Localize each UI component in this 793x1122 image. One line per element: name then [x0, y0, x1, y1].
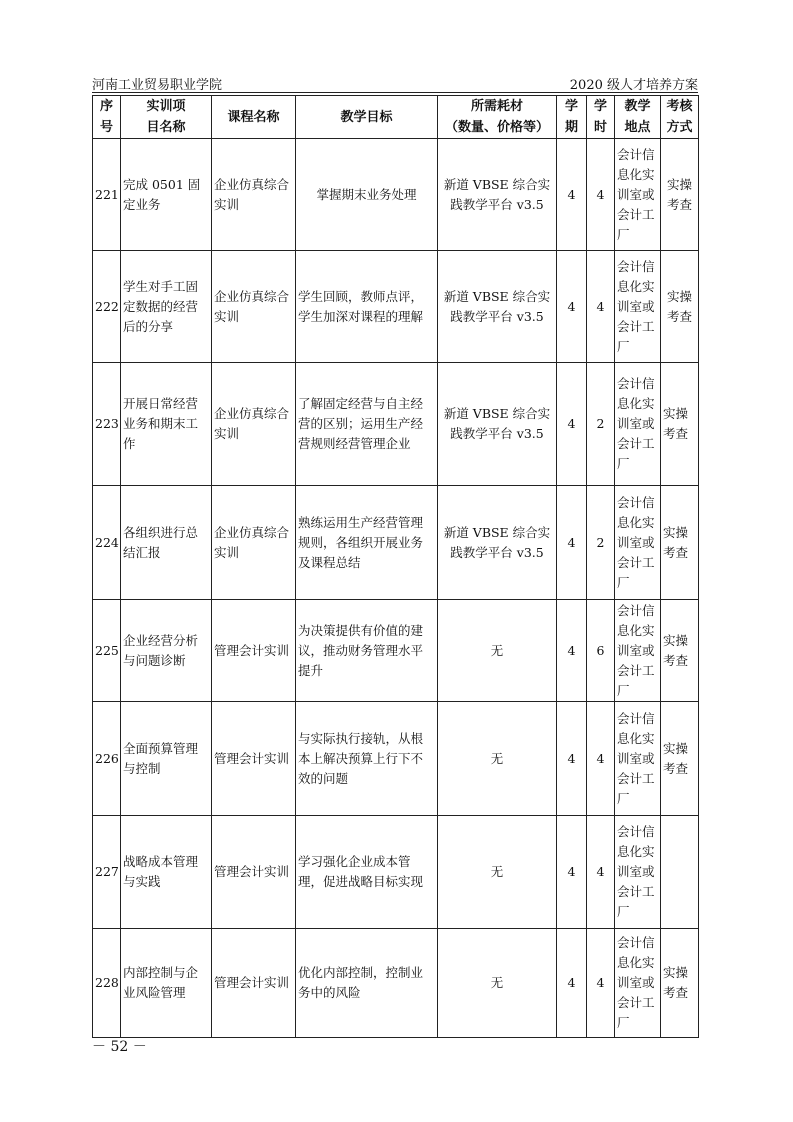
cell-no: 226	[93, 702, 121, 816]
cell-project: 学生对手工固定数据的经营后的分享	[121, 251, 212, 363]
cell-location: 会计信息化实训室或会计工厂	[615, 139, 661, 251]
cell-project: 各组织进行总结汇报	[121, 486, 212, 600]
header-goal	[296, 96, 438, 139]
cell-assessment-text: 实操 考查	[663, 406, 689, 441]
cell-location: 会计信息化实训室或会计工厂	[615, 929, 661, 1038]
cell-goal: 学生回顾，教师点评，学生加深对课程的理解	[296, 251, 438, 363]
table-row	[93, 600, 699, 702]
cell-assessment	[661, 702, 699, 816]
header-course-text: 课程名称	[227, 109, 280, 125]
cell-project: 企业经营分析与问题诊断	[121, 600, 212, 702]
cell-no: 221	[93, 139, 121, 251]
training-projects-table	[92, 95, 699, 1038]
cell-materials: 新道 VBSE 综合实践教学平台 v3.5	[438, 251, 557, 363]
cell-materials: 无	[438, 929, 557, 1038]
header-assessment-text: 考核 方式	[666, 99, 693, 135]
header-hours	[587, 96, 615, 139]
header-school-name: 河南工业贸易职业学院	[92, 78, 223, 93]
cell-assessment	[661, 139, 699, 251]
cell-location: 会计信息化实训室或会计工厂	[615, 251, 661, 363]
cell-assessment-text: 实操 考查	[663, 965, 689, 1000]
cell-goal: 优化内部控制，控制业务中的风险	[296, 929, 438, 1038]
cell-course: 管理会计实训	[212, 929, 296, 1038]
page-number: － 52 －	[92, 1039, 147, 1055]
cell-no: 224	[93, 486, 121, 600]
header-divider	[92, 92, 698, 93]
cell-course: 管理会计实训	[212, 816, 296, 929]
header-no-text: 序 号	[99, 99, 113, 135]
cell-course: 管理会计实训	[212, 600, 296, 702]
header-materials-text: 所需耗材 （数量、价格等）	[444, 99, 549, 135]
cell-project: 开展日常经营业务和期末工作	[121, 363, 212, 486]
cell-assessment	[661, 600, 699, 702]
header-goal-text: 教学目标	[340, 109, 393, 125]
cell-materials: 新道 VBSE 综合实践教学平台 v3.5	[438, 139, 557, 251]
cell-materials: 新道 VBSE 综合实践教学平台 v3.5	[438, 486, 557, 600]
table-header-row	[93, 96, 699, 139]
header-project	[121, 96, 212, 139]
header-project-text: 实训项 目名称	[146, 99, 186, 135]
cell-semester: 4	[557, 600, 587, 702]
header-location	[615, 96, 661, 139]
table-row	[93, 363, 699, 486]
cell-course: 企业仿真综合实训	[212, 139, 296, 251]
table-row	[93, 251, 699, 363]
cell-assessment	[661, 486, 699, 600]
cell-goal: 掌握期末业务处理	[296, 139, 438, 251]
table-row	[93, 486, 699, 600]
cell-course: 企业仿真综合实训	[212, 251, 296, 363]
cell-project: 完成 0501 固定业务	[121, 139, 212, 251]
cell-goal: 熟练运用生产经营管理规则，各组织开展业务及课程总结	[296, 486, 438, 600]
cell-semester: 4	[557, 363, 587, 486]
table-row	[93, 929, 699, 1038]
table-row	[93, 816, 699, 929]
cell-location: 会计信息化实训室或会计工厂	[615, 363, 661, 486]
cell-location: 会计信息化实训室或会计工厂	[615, 702, 661, 816]
cell-project: 内部控制与企业风险管理	[121, 929, 212, 1038]
cell-hours: 4	[587, 139, 615, 251]
cell-semester: 4	[557, 702, 587, 816]
cell-goal: 学习强化企业成本管理，促进战略目标实现	[296, 816, 438, 929]
cell-project: 全面预算管理与控制	[121, 702, 212, 816]
cell-assessment	[661, 929, 699, 1038]
cell-assessment	[661, 816, 699, 929]
cell-goal: 了解固定经营与自主经营的区别；运用生产经营规则经营管理企业	[296, 363, 438, 486]
cell-hours: 6	[587, 600, 615, 702]
cell-materials: 无	[438, 600, 557, 702]
cell-assessment-text: 实操 考查	[663, 740, 689, 776]
cell-no: 227	[93, 816, 121, 929]
cell-no: 223	[93, 363, 121, 486]
cell-assessment-text: 实操 考查	[666, 176, 692, 212]
header-semester	[557, 96, 587, 139]
cell-hours: 4	[587, 702, 615, 816]
table-row	[93, 702, 699, 816]
cell-no: 228	[93, 929, 121, 1038]
cell-semester: 4	[557, 139, 587, 251]
cell-hours: 2	[587, 363, 615, 486]
cell-hours: 4	[587, 816, 615, 929]
cell-goal: 与实际执行接轨，从根本上解决预算上行下不效的问题	[296, 702, 438, 816]
cell-no: 222	[93, 251, 121, 363]
cell-location: 会计信息化实训室或会计工厂	[615, 486, 661, 600]
cell-assessment	[661, 363, 699, 486]
cell-assessment-text: 实操 考查	[663, 632, 689, 668]
cell-hours: 2	[587, 486, 615, 600]
cell-course: 企业仿真综合实训	[212, 363, 296, 486]
header-hours-text: 学 时	[593, 99, 607, 135]
cell-no: 225	[93, 600, 121, 702]
cell-location: 会计信息化实训室或会计工厂	[615, 816, 661, 929]
cell-goal: 为决策提供有价值的建议，推动财务管理水平提升	[296, 600, 438, 702]
cell-course: 管理会计实训	[212, 702, 296, 816]
cell-hours: 4	[587, 929, 615, 1038]
cell-assessment	[661, 251, 699, 363]
cell-assessment-text: 实操 考查	[663, 524, 689, 560]
cell-semester: 4	[557, 251, 587, 363]
cell-materials: 新道 VBSE 综合实践教学平台 v3.5	[438, 363, 557, 486]
header-location-text: 教学 地点	[624, 99, 651, 135]
header-no	[93, 96, 121, 139]
cell-semester: 4	[557, 816, 587, 929]
header-assessment	[661, 96, 699, 139]
header-semester-text: 学 期	[564, 99, 578, 135]
header-plan-title: 2020 级人才培养方案	[569, 78, 698, 93]
table-row	[93, 139, 699, 251]
cell-location: 会计信息化实训室或会计工厂	[615, 600, 661, 702]
cell-project: 战略成本管理与实践	[121, 816, 212, 929]
cell-semester: 4	[557, 486, 587, 600]
cell-materials: 无	[438, 816, 557, 929]
header-course	[212, 96, 296, 139]
cell-semester: 4	[557, 929, 587, 1038]
cell-course: 企业仿真综合实训	[212, 486, 296, 600]
cell-assessment-text: 实操 考查	[666, 288, 692, 324]
cell-hours: 4	[587, 251, 615, 363]
cell-materials: 无	[438, 702, 557, 816]
header-materials	[438, 96, 557, 139]
